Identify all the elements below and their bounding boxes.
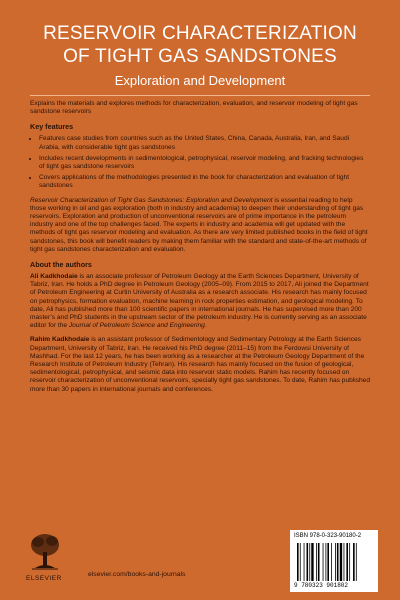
intro-paragraph: Explains the materials and explores methods for characterization, evaluation, and reservoir modeling of tight gas sandstone reservoirs: [30, 100, 358, 116]
barcode-icon: [296, 543, 372, 581]
publisher-name: ELSEVIER: [26, 575, 62, 582]
back-cover-text: [30, 100, 370, 400]
book-title-line1: RESERVOIR CHARACTERIZATION: [43, 23, 357, 44]
key-features-heading: Key features: [30, 122, 74, 132]
key-feature-item: • Covers applications of the methodologies presented in the book for characterization and evaluation of tight sandstones: [39, 174, 370, 190]
publisher-url[interactable]: elsevier.com/books-and-journals: [88, 571, 186, 578]
author2-bio: [30, 336, 370, 393]
elsevier-tree-logo-icon: [28, 532, 62, 572]
description-paragraph: [30, 197, 370, 254]
book-title: [0, 22, 400, 68]
key-features-list: [30, 135, 370, 190]
author1-journal: Journal of Petroleum Science and Engineering: [68, 322, 205, 330]
description-text: is essential reading to help those working in oil and gas exploration (both in industry and academia) to deepen their understanding of tight gas reservoirs. Exploration and production of unconventional reservoirs are of prime importance in the petroleum industry and one of the top challenges faced. The experts in industry and academia will get updated with the methods of tight gas reservoir modeling and evaluation. As there are very limited published books in the field of tight sandstones, this book will benefit readers by making them familiar with the standard and state-of-the-art methods of tight gas sandstones characterization and evaluation.: [30, 196, 368, 253]
author2-bio-text: is an assistant professor of Sedimentology and Sedimentary Petrology at the Earth Sciences Department, University of Tabriz, Iran. He received his PhD degree (2011–15) from the Ferdowsi University of Mashhad. For the last 12 years, he has been working as a researcher at the Petroleum Geology Department of the Research Institute of Petroleum Industry (Tehran). His research has mainly focused on the fusion of geological, sedimentological, petrophysical, and seismic data into reservoir static models. Rahim has recently focused on reservoir characterization of unconventional reservoirs, specially tight gas sandstones. To date, Rahim has published more than 30 papers in international journals and conferences.: [30, 336, 371, 393]
book-subtitle: Exploration and Development: [114, 73, 286, 88]
author1-bio-end: .: [204, 322, 207, 330]
author1-bio: [30, 273, 370, 330]
book-title-line2: OF TIGHT GAS SANDSTONES: [63, 46, 337, 67]
isbn-text: ISBN 978-0-323-90180-2: [294, 533, 362, 539]
author1-bio-text: is an associate professor of Petroleum Geology at the Earth Sciences Department, University of Tabriz, Iran. He holds a PhD degree in Petroleum Geology (2005–09). From 2015 to 2017, Ali joined the Department of Petroleum Engineering at Curtin University of Australia as a research associate. His research has mainly focused on petrophysics, formation evaluation, machine learning in rock properties estimation, and geological modeling. To date, Ali has published more than 100 scientific papers in international journals. He has supervised more than 200 master’s and PhD students in the upstream sector of the petroleum industry. He is currently serving as an associate editor for the: [30, 273, 369, 330]
isbn-barcode-box: [290, 530, 378, 592]
author1-name: Ali Kadkhodaie: [30, 273, 78, 281]
barcode-number: 9 780323 901802: [294, 582, 349, 589]
key-feature-item: • Includes recent developments in sedimentological, petrophysical, reservoir modeling, and fracking technologies of tight gas sandstone reservoirs: [39, 155, 370, 171]
description-book-title: Reservoir Characterization of Tight Gas Sandstones: Exploration and Development: [30, 196, 273, 204]
about-authors-heading: About the authors: [30, 260, 92, 270]
key-feature-item: • Features case studies from countries such as the United States, China, Canada, Australia, Iran, and Saudi Arabia, with considerable tight gas sandstones: [39, 135, 370, 151]
header-divider: [30, 95, 370, 96]
author2-name: Rahim Kadkhodaie: [30, 336, 90, 344]
